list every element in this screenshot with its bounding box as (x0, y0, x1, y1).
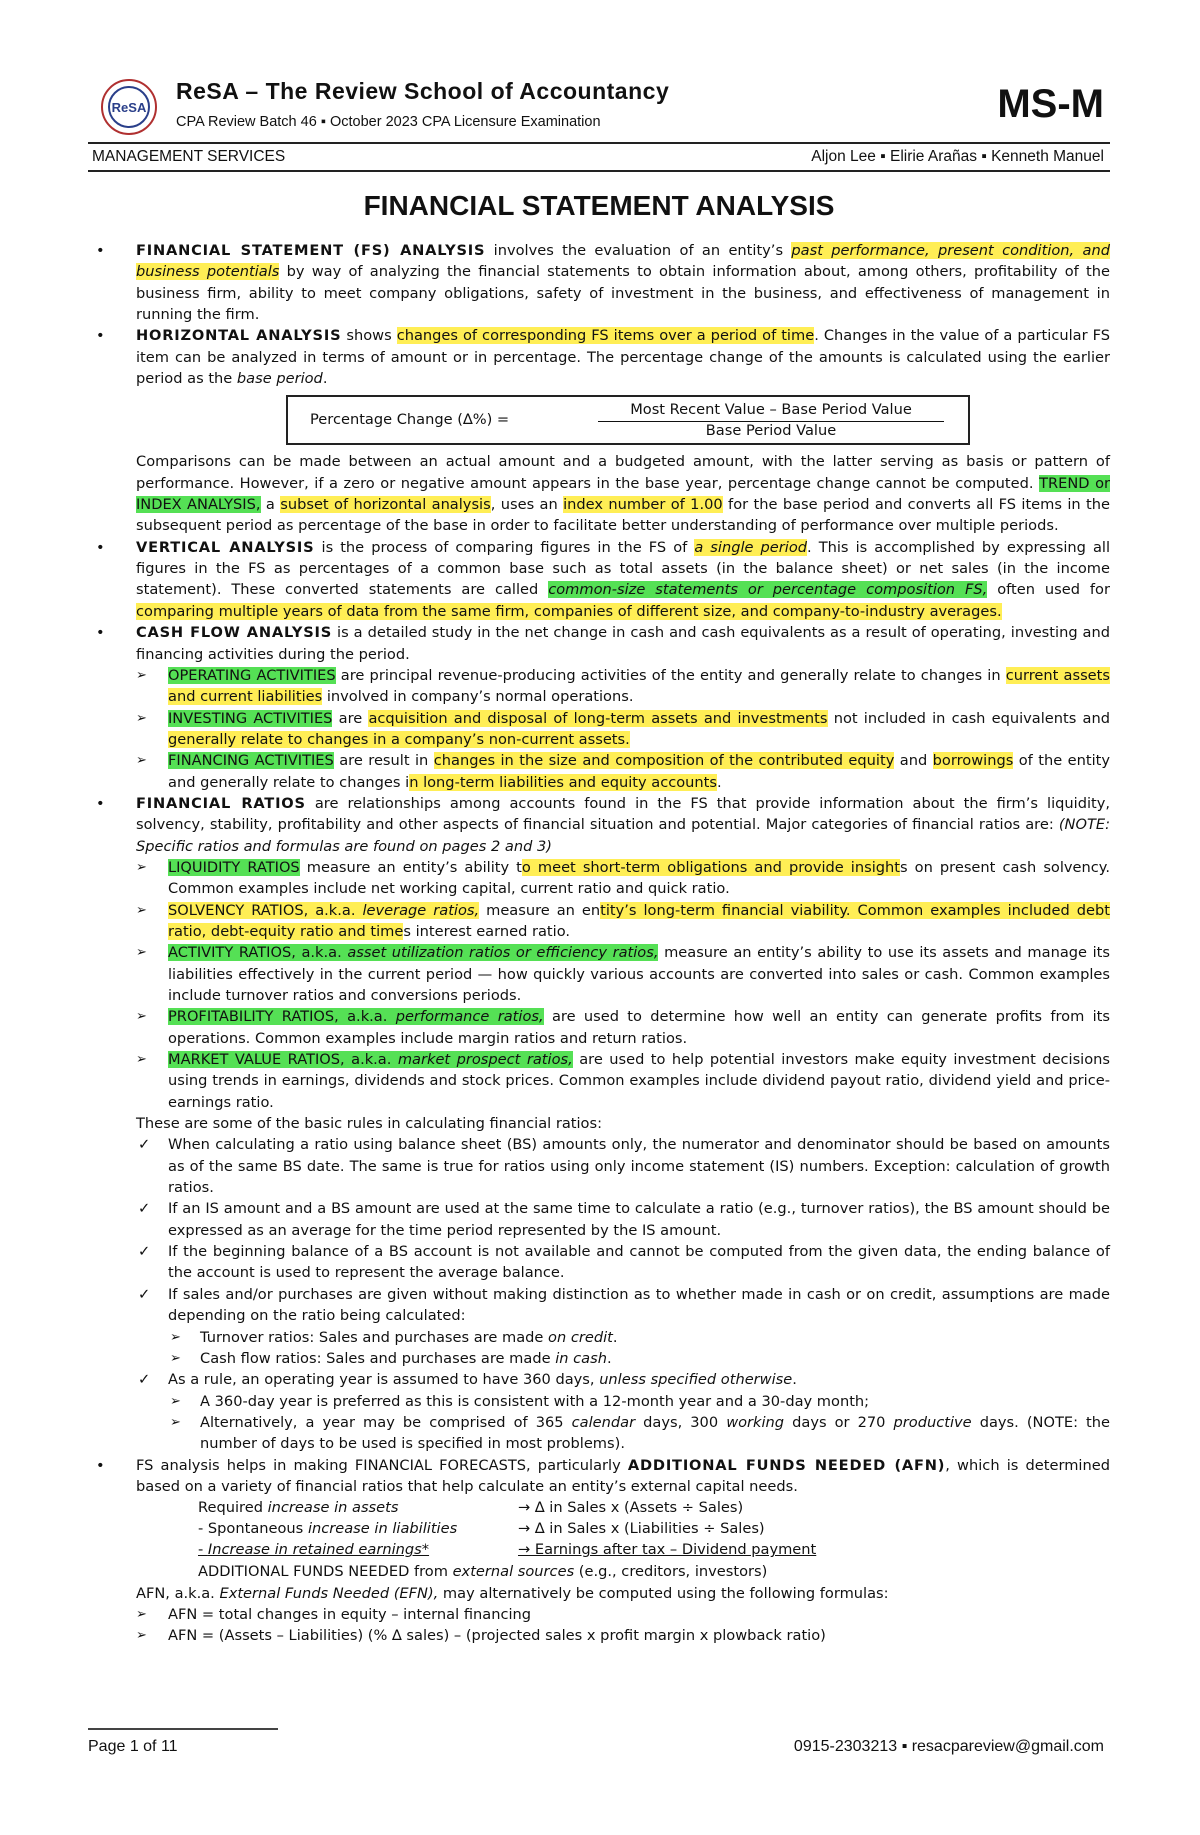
rule-subitem: ➢ Cash flow ratios: Sales and purchases are made in cash. (88, 1348, 1110, 1369)
afn-bullet: • FS analysis helps in making FINANCIAL FORECASTS, particularly ADDITIONAL FUNDS NEEDED (AFN), which is determined based on a variety of financial ratios that help calculate an entity’s external capital needs. (88, 1455, 1110, 1498)
afn-formula-item: ➢ AFN = total changes in equity – internal financing (88, 1604, 1110, 1625)
subject-row (88, 146, 1110, 170)
fs-analysis-bullet: • FINANCIAL STATEMENT (FS) ANALYSIS involves the evaluation of an entity’s past performance, present condition, and business potentials by way of analyzing the financial statements to obtain information about, among others, profitability of the business firm, ability to meet company obligations, safety of investment in the business, and effectiveness of management in running the firm. (88, 240, 1110, 325)
afn-line: - Spontaneous increase in liabilities (198, 1520, 458, 1538)
rule-item: ✓ If the beginning balance of a BS account is not available and cannot be computed from the given data, the ending balance of the account is used to represent the average balance. (88, 1241, 1110, 1284)
content (88, 240, 1110, 1647)
activity-ratios-item: ➢ ACTIVITY RATIOS, a.k.a. asset utilization ratios or efficiency ratios, measure an entity’s ability to use its assets and manage its liabilities effectively in the current period — how quickly various accounts are converted into sales or cash. Common examples include turnover ratios and conversions periods. (88, 942, 1110, 1006)
rules-intro: These are some of the basic rules in calculating financial ratios: (136, 1115, 602, 1133)
liquidity-ratios-item: ➢ LIQUIDITY RATIOS measure an entity’s ability to meet short-term obligations and provide insights on present cash solvency. Common examples include net working capital, current ratio and quick ratio. (88, 857, 1110, 900)
authors: Aljon Lee ▪ Elirie Arañas ▪ Kenneth Manuel (811, 148, 1104, 165)
formula-numerator: Most Recent Value – Base Period Value (598, 399, 944, 421)
afn-computation (198, 1497, 1110, 1561)
subject-name: MANAGEMENT SERVICES (92, 148, 286, 165)
afn-formula-item: ➢ AFN = (Assets – Liabilities) (% ∆ sales) – (projected sales x profit margin x plowback ratio) (88, 1625, 1110, 1646)
rule-subitem: ➢ Turnover ratios: Sales and purchases are made on credit. (88, 1327, 1110, 1348)
header-rule-bottom (88, 170, 1110, 172)
afn-line-formula: → ∆ in Sales x (Liabilities ÷ Sales) (518, 1520, 765, 1538)
percentage-change-formula (286, 395, 970, 445)
rule-subitem: ➢ Alternatively, a year may be comprised of 365 calendar days, 300 working days or 270 productive days. (NOTE: the number of days to be used is specified in most problems). (88, 1412, 1110, 1455)
efn-paragraph: AFN, a.k.a. External Funds Needed (EFN), may alternatively be computed using the following formulas: (136, 1584, 889, 1602)
page-number: Page 1 of 11 (88, 1738, 178, 1755)
org-name: ReSA – The Review School of Accountancy (176, 78, 670, 104)
profitability-ratios-item: ➢ PROFITABILITY RATIOS, a.k.a. performance ratios, are used to determine how well an entity can generate profits from its operations. Common examples include margin ratios and return ratios. (88, 1006, 1110, 1049)
cash-flow-bullet: • CASH FLOW ANALYSIS is a detailed study in the net change in cash and cash equivalents as a result of operating, investing and financing activities during the period. (88, 622, 1110, 665)
solvency-ratios-item: ➢ SOLVENCY RATIOS, a.k.a. leverage ratios, measure an entity’s long-term financial viability. Common examples included debt ratio, debt-equity ratio and times interest earned ratio. (88, 900, 1110, 943)
market-value-ratios-item: ➢ MARKET VALUE RATIOS, a.k.a. market prospect ratios, are used to help potential investors make equity investment decisions using trends in earnings, dividends and stock prices. Common examples include dividend payout ratio, dividend yield and price-earnings ratio. (88, 1049, 1110, 1113)
logo-text: ReSA (111, 100, 147, 115)
subject-code: MS-M (997, 82, 1104, 126)
financing-activities-item: ➢ FINANCING ACTIVITIES are result in changes in the size and composition of the contributed equity and borrowings of the entity and generally relate to changes in long-term liabilities and equity accounts. (88, 750, 1110, 793)
afn-line-formula: → Earnings after tax – Dividend payment (518, 1541, 817, 1559)
formula-label: Percentage Change (∆%) = (310, 411, 510, 429)
rule-item: ✓ As a rule, an operating year is assumed to have 360 days, unless specified otherwise. (88, 1369, 1110, 1390)
rule-item: ✓ When calculating a ratio using balance sheet (BS) amounts only, the numerator and denominator should be based on amounts as of the same BS date. The same is true for ratios using only income statement (IS) numbers. Exception: calculation of growth ratios. (88, 1134, 1110, 1198)
footer (88, 1728, 1110, 1768)
contact-info: 0915-2303213 ▪ resacpareview@gmail.com (793, 1738, 1104, 1755)
rule-item: ✓ If an IS amount and a BS amount are used at the same time to calculate a ratio (e.g., turnover ratios), the BS amount should be expressed as an average for the time period represented by the IS amount. (88, 1198, 1110, 1241)
batch-line: CPA Review Batch 46 ▪ October 2023 CPA Licensure Examination (176, 114, 601, 130)
operating-activities-item: ➢ OPERATING ACTIVITIES are principal revenue-producing activities of the entity and generally relate to changes in current assets and current liabilities involved in company’s normal operations. (88, 665, 1110, 708)
vertical-analysis-bullet: • VERTICAL ANALYSIS is the process of comparing figures in the FS of a single period. This is accomplished by expressing all figures in the FS as percentages of a common base such as total assets (in the balance sheet) or net sales (in the income statement). These converted statements are called common-size statements or percentage composition FS, often used for comparing multiple years of data from the same firm, companies of different size, and company-to-industry averages. (88, 537, 1110, 622)
footer-rule (88, 1728, 278, 1730)
page-title: FINANCIAL STATEMENT ANALYSIS (363, 190, 835, 221)
header (88, 70, 1110, 152)
financial-ratios-bullet: • FINANCIAL RATIOS are relationships among accounts found in the FS that provide information about the firm’s liquidity, solvency, stability, profitability and other aspects of financial situation and potential. Major categories of financial ratios are: (NOTE: Specific ratios and formulas are found on pages 2 and 3) (88, 793, 1110, 857)
rule-item: ✓ If sales and/or purchases are given without making distinction as to whether made in cash or on credit, assumptions are made depending on the ratio being calculated: (88, 1284, 1110, 1327)
header-rule-top (88, 142, 1110, 144)
formula-denominator: Base Period Value (705, 422, 837, 440)
investing-activities-item: ➢ INVESTING ACTIVITIES are acquisition and disposal of long-term assets and investments not included in cash equivalents and generally relate to changes in a company’s non-current assets. (88, 708, 1110, 751)
rule-subitem: ➢ A 360-day year is preferred as this is consistent with a 12-month year and a 30-day month; (88, 1391, 1110, 1412)
afn-line-formula: → ∆ in Sales x (Assets ÷ Sales) (518, 1499, 744, 1517)
afn-total-line: ADDITIONAL FUNDS NEEDED from external sources (e.g., creditors, investors) (198, 1563, 768, 1581)
afn-line: - Increase in retained earnings* (198, 1541, 430, 1559)
horizontal-analysis-bullet: • HORIZONTAL ANALYSIS shows changes of corresponding FS items over a period of time. Changes in the value of a particular FS item can be analyzed in terms of amount or in percentage. The percentage change of the amounts is calculated using the earlier period as the base period. (88, 325, 1110, 389)
comparisons-paragraph: Comparisons can be made between an actual amount and a budgeted amount, with the latter serving as basis or pattern of performance. However, if a zero or negative amount appears in the base year, percentage change cannot be computed. TREND or INDEX ANALYSIS, a subset of horizontal analysis, uses an index number of 1.00 for the base period and converts all FS items in the subsequent period as percentage of the base in order to facilitate better understanding of performance over multiple periods. (136, 453, 1110, 535)
resa-logo-icon (100, 78, 158, 136)
afn-line: Required increase in assets (198, 1499, 399, 1517)
page (88, 70, 1111, 1645)
